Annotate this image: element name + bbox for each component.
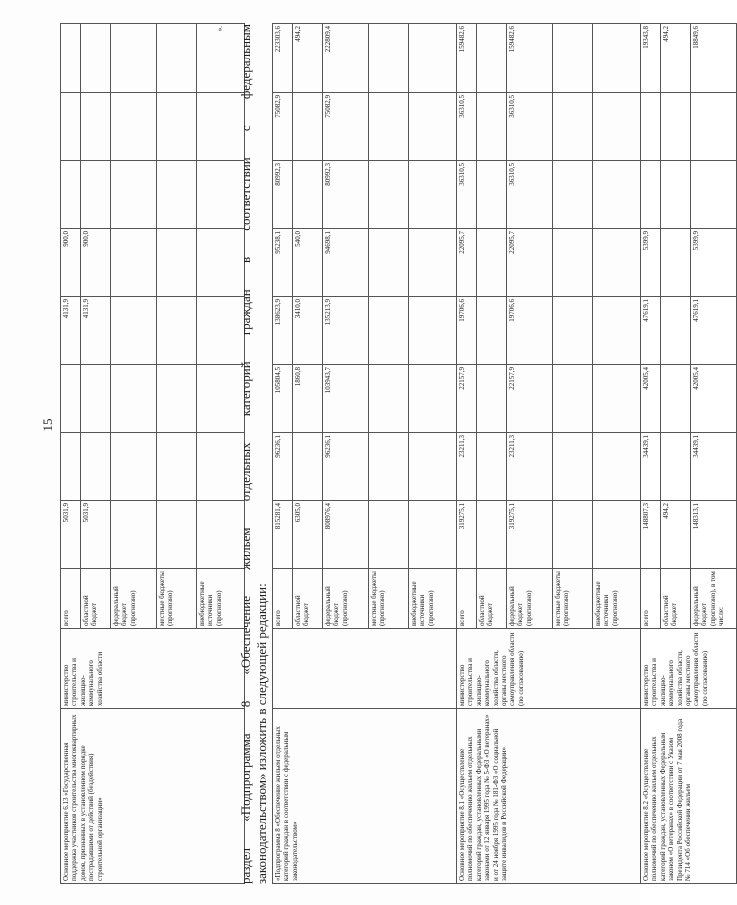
value-cell [593, 501, 641, 569]
value-cell [369, 161, 409, 229]
value-cell [661, 297, 691, 365]
value-cell [111, 501, 157, 569]
value-cell [691, 161, 737, 229]
value-cell: 94698,1 [323, 229, 369, 297]
value-cell: 22157,9 [457, 365, 477, 433]
value-cell: 3410,0 [293, 297, 323, 365]
value-cell: 75082,9 [273, 93, 293, 161]
value-cell [157, 93, 197, 161]
value-cell [593, 24, 641, 93]
value-cell [157, 365, 197, 433]
value-cell [111, 433, 157, 501]
value-cell [553, 365, 593, 433]
value-cell: 815281,4 [273, 501, 293, 569]
value-cell [593, 365, 641, 433]
source-cell: областной бюджет [477, 569, 507, 629]
value-cell [111, 229, 157, 297]
value-cell [157, 229, 197, 297]
value-cell [111, 161, 157, 229]
value-cell [661, 365, 691, 433]
value-cell [81, 93, 111, 161]
value-cell [157, 433, 197, 501]
table-row [457, 24, 477, 884]
value-cell [553, 24, 593, 93]
value-cell [111, 24, 157, 93]
executor-cell: министерство строительства и жилищно-коммунального хозяйства области [61, 629, 245, 709]
source-cell: федеральный бюджет (прогнозно) [111, 569, 157, 629]
value-cell: 36310,5 [507, 161, 553, 229]
value-cell: 42005,4 [691, 365, 737, 433]
value-cell [661, 433, 691, 501]
value-cell [61, 365, 81, 433]
value-cell [409, 433, 457, 501]
source-cell: областной бюджет [661, 569, 691, 629]
value-cell [553, 229, 593, 297]
value-cell [61, 93, 81, 161]
value-cell [409, 24, 457, 93]
value-cell [661, 229, 691, 297]
value-cell: 900,0 [61, 229, 81, 297]
source-cell: областной бюджет [293, 569, 323, 629]
value-cell: 34439,1 [641, 433, 661, 501]
value-cell [111, 365, 157, 433]
value-cell [409, 297, 457, 365]
value-cell: 319275,1 [507, 501, 553, 569]
section-heading-line2: законодательством» изложить в следующей редакции: [254, 583, 269, 884]
value-cell [477, 93, 507, 161]
value-cell [477, 297, 507, 365]
value-cell [157, 161, 197, 229]
value-cell [409, 161, 457, 229]
value-cell [593, 93, 641, 161]
value-cell: 494,2 [661, 24, 691, 93]
source-cell: внебюджетные источники (прогнозно) [593, 569, 641, 629]
value-cell: 80992,3 [273, 161, 293, 229]
value-cell: 36310,5 [507, 93, 553, 161]
source-cell: внебюджетные источники (прогнозно) [197, 569, 245, 629]
value-cell: 159482,6 [457, 24, 477, 93]
value-cell [111, 297, 157, 365]
event-cell: Основное мероприятие 6.13 «Государственная поддержка участников строительства многоквартирных домов, признанных в установленном порядке пострадавшими от действий (бездействия) строительной организации» [61, 709, 245, 884]
main-table [272, 23, 737, 884]
value-cell [553, 433, 593, 501]
value-cell [369, 24, 409, 93]
table-row [273, 24, 293, 884]
value-cell: 135213,9 [323, 297, 369, 365]
end-mark: ». [216, 26, 224, 32]
value-cell: 95238,1 [273, 229, 293, 297]
executor-cell [273, 629, 457, 709]
value-cell: 96236,1 [273, 433, 293, 501]
value-cell [369, 433, 409, 501]
source-cell: всего [61, 569, 81, 629]
value-cell [477, 501, 507, 569]
value-cell: 80992,3 [323, 161, 369, 229]
value-cell: 5399,9 [641, 229, 661, 297]
top-table [60, 23, 245, 884]
section-heading-line1: раздел «Подпрограмма 8 «Обеспечение жильем отдельных категорий граждан в соответствии с федеральным [238, 24, 253, 884]
source-cell: областной бюджет [81, 569, 111, 629]
value-cell: 494,2 [661, 501, 691, 569]
section-heading [238, 24, 270, 884]
value-cell: 148313,1 [691, 501, 737, 569]
value-cell: 34439,1 [691, 433, 737, 501]
table-row [61, 24, 81, 884]
value-cell [553, 161, 593, 229]
value-cell [409, 93, 457, 161]
value-cell: 138623,9 [273, 297, 293, 365]
value-cell [661, 161, 691, 229]
value-cell [477, 161, 507, 229]
value-cell [477, 24, 507, 93]
program-cell: «Подпрограмма 8 «Обеспечение жильем отдельных категорий граждан в соответствии с федеральным законодательством» [273, 709, 457, 884]
source-cell: местные бюджеты (прогнозно) [157, 569, 197, 629]
value-cell [293, 93, 323, 161]
page-number: 15 [40, 418, 55, 432]
executor-cell: министерство строительства и жилищно-коммунального хозяйства области, органы местного самоуправления области (по согласованию) [457, 629, 641, 709]
value-cell: 42005,4 [641, 365, 661, 433]
value-cell: 6305,0 [293, 501, 323, 569]
value-cell [369, 365, 409, 433]
source-cell: всего [457, 569, 477, 629]
source-cell: федеральный бюджет (прогнозно), в том числе: [691, 569, 737, 629]
source-cell: всего [273, 569, 293, 629]
value-cell [81, 161, 111, 229]
value-cell [477, 229, 507, 297]
value-cell: 19706,6 [457, 297, 477, 365]
value-cell: 22157,9 [507, 365, 553, 433]
value-cell [81, 433, 111, 501]
value-cell [593, 297, 641, 365]
value-cell [293, 433, 323, 501]
source-cell: федеральный бюджет (прогнозно) [507, 569, 553, 629]
rotated-content [60, 24, 726, 884]
value-cell [61, 433, 81, 501]
source-cell: внебюджетные источники (прогнозно) [409, 569, 457, 629]
value-cell: 23211,3 [457, 433, 477, 501]
value-cell: 1860,8 [293, 365, 323, 433]
value-cell: 19343,8 [641, 24, 661, 93]
value-cell: 5031,9 [61, 501, 81, 569]
value-cell: 4131,9 [61, 297, 81, 365]
value-cell [641, 93, 661, 161]
value-cell: 18849,6 [691, 24, 737, 93]
value-cell: 105804,5 [273, 365, 293, 433]
value-cell: 5399,9 [691, 229, 737, 297]
value-cell: 47619,1 [641, 297, 661, 365]
value-cell: 540,0 [293, 229, 323, 297]
source-cell: местные бюджеты (прогнозно) [553, 569, 593, 629]
value-cell: 222809,4 [323, 24, 369, 93]
value-cell: 75082,9 [323, 93, 369, 161]
value-cell: 223303,6 [273, 24, 293, 93]
value-cell [593, 229, 641, 297]
value-cell: 96236,1 [323, 433, 369, 501]
value-cell [409, 229, 457, 297]
value-cell [661, 93, 691, 161]
value-cell [477, 365, 507, 433]
value-cell [593, 433, 641, 501]
value-cell [369, 297, 409, 365]
value-cell [293, 161, 323, 229]
value-cell [61, 161, 81, 229]
value-cell [553, 297, 593, 365]
source-cell: всего [641, 569, 661, 629]
value-cell [593, 161, 641, 229]
value-cell [369, 501, 409, 569]
value-cell [641, 161, 661, 229]
value-cell: 900,0 [81, 229, 111, 297]
value-cell: 808976,4 [323, 501, 369, 569]
value-cell [111, 93, 157, 161]
value-cell [409, 365, 457, 433]
value-cell [81, 365, 111, 433]
value-cell: 159482,6 [507, 24, 553, 93]
program-cell: Основное мероприятие 8.2 «Осуществление полномочий по обеспечению жильем отдельных категорий граждан, установленных Федеральным законом «О ветеранах» в соответствии с Указом Президента Российской Федерации от 7 мая 2008 года № 714 «Об обеспечении жильем [641, 709, 737, 884]
value-cell: 4131,9 [81, 297, 111, 365]
value-cell [81, 24, 111, 93]
value-cell: 36310,5 [457, 93, 477, 161]
source-cell: федеральный бюджет (прогнозно) [323, 569, 369, 629]
value-cell: 36310,5 [457, 161, 477, 229]
source-cell: местные бюджеты (прогнозно) [369, 569, 409, 629]
value-cell [157, 501, 197, 569]
value-cell [157, 24, 197, 93]
value-cell: 319275,1 [457, 501, 477, 569]
value-cell [477, 433, 507, 501]
program-cell: Основное мероприятие 8.1 «Осуществление полномочий по обеспечению жильем отдельных категорий граждан, установленных Федеральными законами от 12 января 1995 года № 5-ФЗ «О ветеранах» и от 24 ноября 1995 года № 181-ФЗ «О социальной защите инвалидов в Российской Федерации» [457, 709, 641, 884]
executor-cell: министерство строительства и жилищно-коммунального хозяйства области, органы местного самоуправления области (по согласованию) [641, 629, 737, 709]
value-cell [369, 229, 409, 297]
value-cell [409, 501, 457, 569]
value-cell [157, 297, 197, 365]
value-cell: 494,2 [293, 24, 323, 93]
value-cell: 5031,9 [81, 501, 111, 569]
value-cell [691, 93, 737, 161]
value-cell [553, 93, 593, 161]
value-cell: 19706,6 [507, 297, 553, 365]
value-cell: 148807,3 [641, 501, 661, 569]
value-cell [553, 501, 593, 569]
value-cell: 22095,7 [507, 229, 553, 297]
value-cell: 22095,7 [457, 229, 477, 297]
value-cell: 23211,3 [507, 433, 553, 501]
value-cell: 103943,7 [323, 365, 369, 433]
value-cell [369, 93, 409, 161]
table-row [641, 24, 661, 884]
value-cell: 47619,1 [691, 297, 737, 365]
value-cell [61, 24, 81, 93]
